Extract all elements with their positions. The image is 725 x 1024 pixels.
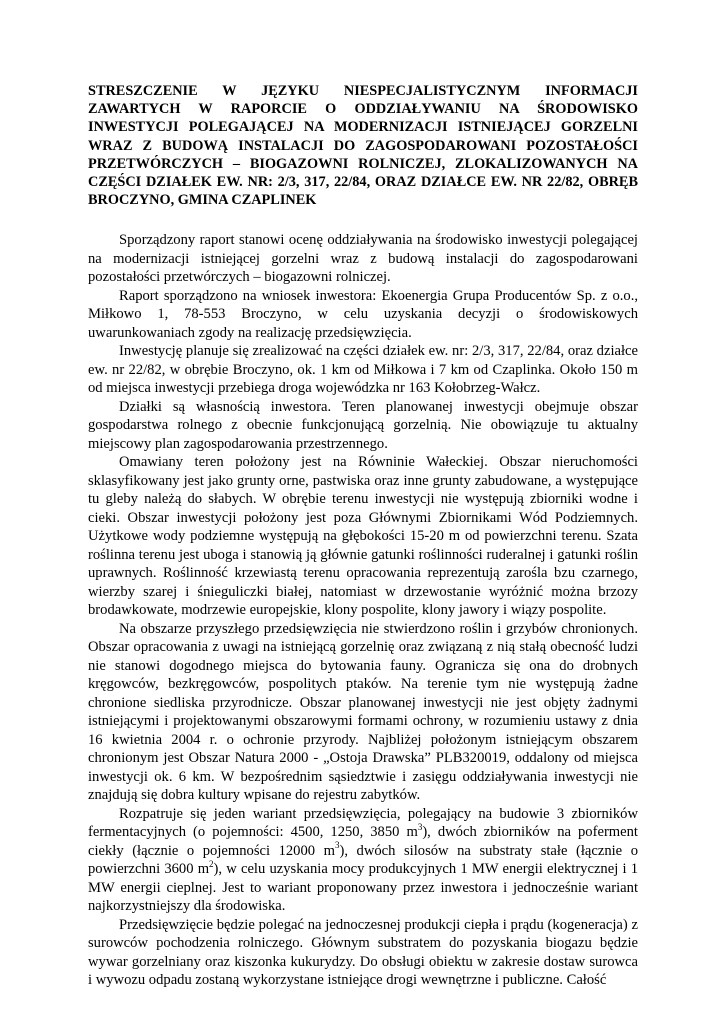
superscript-square: 2 <box>209 858 214 869</box>
superscript-cubic: 3 <box>417 821 423 832</box>
variant-text-part-4: ), w celu uzyskania mocy produkcyjnych 1 MW energii elektrycznej i 1 MW energii cieplnej. Jest to wariant proponowany przez inwestora i jednocześnie wariant najkorzystniejszy dla środowiska. <box>88 861 638 915</box>
paragraph-ownership: Działki są własnością inwestora. Teren planowanej inwestycji obejmuje obszar gospodarstwa rolnego z obecnie funkcjonującą gorzelnią. Nie obowiązuje tu aktualny miejscowy plan zagospodarowania przestrzennego. <box>88 398 638 452</box>
paragraph-environment: Omawiany teren położony jest na Równinie Wałeckiej. Obszar nieruchomości sklasyfikowany jest jako grunty orne, pastwiska oraz inne grunty zabudowane, a występujące tu gleby należą do słabych. W obrębie terenu inwestycji nie występują zbiorniki wodne i cieki. Obszar inwestycji położony jest poza Głównymi Zbiornikami Wód Podziemnych. Użytkowe wody podziemne występują na głębokości 15-20 m od powierzchni terenu. Szata roślinna terenu jest uboga i stanowią ją głównie gatunki roślinności ruderalnej i gatunki roślin uprawnych. Roślinność krzewiastą terenu opracowania reprezentują zarośla bzu czarnego, wierzby szarej i śnieguliczki białej, natomiast w drzewostanie wyróżnić można brzozy brodawkowate, modrzewie europejskie, klony pospolite, klony jawory i wiązy pospolite. <box>88 454 638 619</box>
superscript-cubic: 3 <box>334 840 340 851</box>
document-page <box>88 82 638 990</box>
paragraph-summary-intro: Sporządzony raport stanowi ocenę oddziaływania na środowisko inwestycji polegającej na modernizacji istniejącej gorzelni wraz z budową instalacji do zagospodarowani pozostałości przetwórczych – biogazowni rolniczej. <box>88 232 638 286</box>
paragraph-variant <box>88 805 638 916</box>
paragraph-protected-species: Na obszarze przyszłego przedsięwzięcia nie stwierdzono roślin i grzybów chronionych. Obszar opracowania z uwagi na istniejącą gorzelnię oraz związaną z nią stałą obecność ludzi nie stanowi dogodnego miejsca do bytowania fauny. Ogranicza się ona do drobnych kręgowców, bezkręgowców, pospolitych ptaków. Na terenie tym nie występują żadne chronione siedliska przyrodnicze. Obszar planowanej inwestycji nie jest objęty żadnymi istniejącymi i projektowanymi obszarowymi formami ochrony, w rozumieniu ustawy z dnia 16 kwietnia 2004 r. o ochronie przyrody. Najbliżej położonym istniejącym obszarem chronionym jest Obszar Natura 2000 - „Ostoja Drawska” PLB320019, oddalony od miejsca inwestycji ok. 6 km. W bezpośrednim sąsiedztwie i zasięgu oddziaływania inwestycji nie znajdują się dobra kultury wpisane do rejestru zabytków. <box>88 620 638 804</box>
variant-text-part-1: Rozpatruje się jeden wariant przedsięwzięcia, polegający na budowie 3 zbiorników fermentacyjnych (o pojemności: 4500, 1250, 3850 m <box>88 805 638 841</box>
document-title: STRESZCZENIE W JĘZYKU NIESPECJALISTYCZNYM INFORMACJI ZAWARTYCH W RAPORCIE O ODDZIAŁYWANIU NA ŚRODOWISKO INWESTYCJI POLEGAJĄCEJ NA MODERNIZACJI ISTNIEJĄCEJ GORZELNI WRAZ Z BUDOWĄ INSTALACJI DO ZAGOSPODAROWANI POZOSTAŁOŚCI PRZETWÓRCZYCH – BIOGAZOWNI ROLNICZEJ, ZLOKALIZOWANYCH NA CZĘŚCI DZIAŁEK EW. NR: 2/3, 317, 22/84, ORAZ DZIAŁCE EW. NR 22/82, OBRĘB BROCZYNO, GMINA CZAPLINEK <box>88 83 638 209</box>
variant-text-part-3: ), dwóch silosów na substraty stałe (łącznie o powierzchni 3600 m <box>88 842 638 878</box>
paragraph-cogeneration: Przedsięwzięcie będzie polegać na jednoczesnej produkcji ciepła i prądu (kogeneracja) z surowców pochodzenia rolniczego. Głównym substratem do pozyskania biogazu będzie wywar gorzelniany oraz kiszonka kukurydzy. Do obsługi obiektu w zakresie dostaw surowca i wywozu odpadu zostaną wykorzystane istniejące drogi wewnętrzne i publiczne. Całość <box>88 916 638 989</box>
paragraph-location: Inwestycję planuje się zrealizować na części działek ew. nr: 2/3, 317, 22/84, oraz działce ew. nr 22/82, w obrębie Broczyno, ok. 1 km od Miłkowa i 7 km od Czaplinka. Około 150 m od miejsca inwestycji przebiega droga wojewódzka nr 163 Kołobrzeg-Wałcz. <box>88 343 638 397</box>
paragraph-investor: Raport sporządzono na wniosek inwestora: Ekoenergia Grupa Producentów Sp. z o.o., Miłkowo 1, 78-553 Broczyno, w celu uzyskania decyzji o środowiskowych uwarunkowaniach zgody na realizację przedsięwzięcia. <box>88 287 638 341</box>
variant-text-part-2: ), dwóch zbiorników na poferment ciekły (łącznie o pojemności 12000 m <box>88 824 638 859</box>
